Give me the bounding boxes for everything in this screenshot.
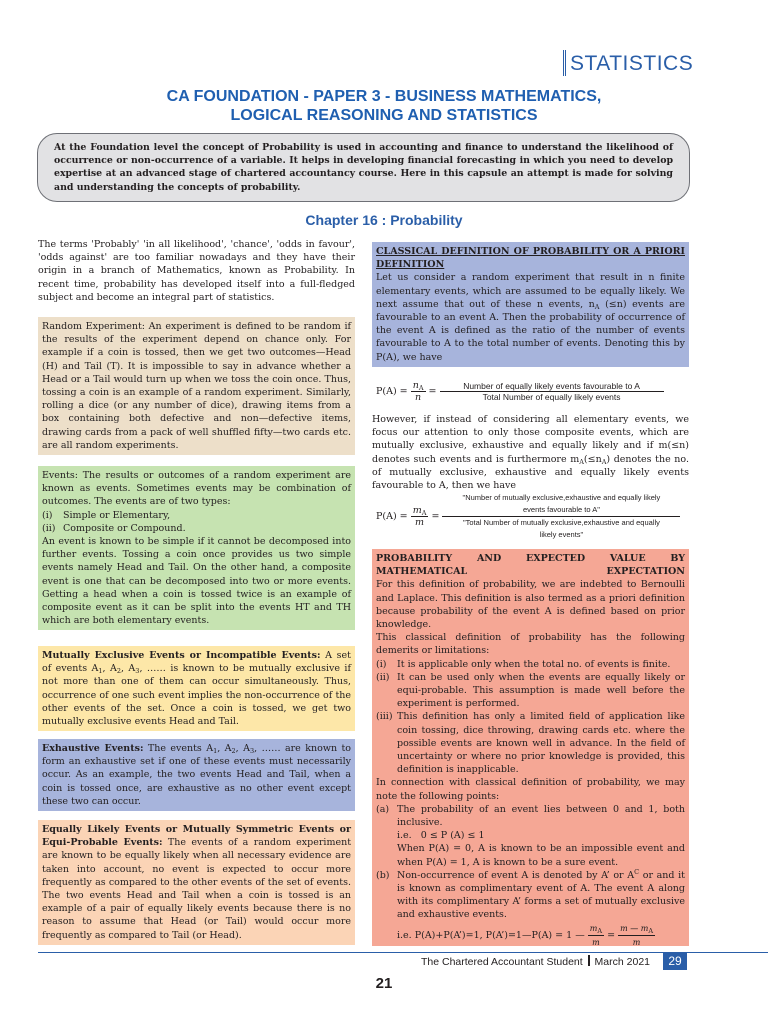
formula-composite-lhs: P(A) = [376,511,408,522]
formula-apriori-lhs: P(A) = [376,386,408,397]
events-type-composite [42,522,351,535]
pb-f2-num: m — m [620,923,649,933]
footer-credit [421,955,650,968]
however-paragraph [372,413,689,492]
mutex-text-c: , A [120,663,136,675]
footer-divider [38,952,768,953]
main-title [120,87,648,125]
expectation-paragraph-3: In connection with classical definition of probability, we may note the following points: [376,777,685,802]
however-sub1: A [579,457,584,466]
point-a-ie: i.e. 0 ≤ P (A) ≤ 1 [397,830,485,842]
limitation-3-text: This definition has only a limited field of application like coin tossing, dice throwing, drawing cards etc. where the possible events are known well in advance. In the field of uncertainty or where no prior knowledge is provided, this definition is inapplicable. [397,711,685,776]
events-type-simple [42,509,351,522]
sub-1: 1 [98,667,103,676]
opening-paragraph: The terms 'Probably' 'in all likelihood', 'chance', 'odds in favour', 'odds against' are too familiar nowadays and they have their origin in a branch of Mathematics, known as Probability. In recent time, probability has developed itself into a full-fledged subject and become an integral part of statistics. [38,239,355,303]
main-title-line1: CA FOUNDATION - PAPER 3 - BUSINESS MATHEMATICS, [166,88,602,105]
point-a-content [397,803,685,869]
formula-composite-eq: = [431,511,440,522]
point-a-num: (a) [376,803,390,815]
f2-text-num1: "Number of mutually exclusive,exhaustive and equally likely [462,493,661,502]
sub-2: 2 [116,667,121,676]
f2-text-den1: "Total Number of mutually exclusive,exhaustive and equally [462,518,660,527]
limitation-1-num: (i) [376,658,387,670]
classical-heading: CLASSICAL DEFINITION OF PROBABILITY OR A PRIORI DEFINITION [376,246,685,271]
f2-num-sub: A [421,509,427,517]
however-sub2: A [601,457,607,466]
classical-text-b: (≤n) events are favourable to an event A. Then the probability of occurrence of the event A is defined as the ratio of the number of events favourable to A to the total number of events. Denoting this by P(A), we have [376,298,685,363]
footer-magazine: The Chartered Accountant Student [421,956,583,968]
random-experiment-box: Random Experiment: An experiment is defined to be random if the results of the experiment depend on chance only. For example if a coin is tossed, then we get two outcomes—Head (H) and Tail (T). It is impossible to say in advance whether a Head or a Tail would turn up when we toss the coin once. Thus, tossing a coin is an example of a random experiment. Similarly, rolling a dice (or any number of dice), drawing items from a box containing both defective and non—defective items, drawing cards from a pack of well shuffled fifty—two cards etc. are all random experiments. [38,317,355,455]
expectation-paragraph-1: For this definition of probability, we are indebted to Bernoulli and Laplace. This definition is also termed as a priori definition because probability of the event A is defined based on prior knowledge. [376,579,685,631]
sub-3: 3 [249,747,255,755]
formula-apriori [376,380,664,403]
f2-den: m [415,517,425,528]
events-intro: Events: The results or outcomes of a random experiment are known as events. Sometimes events may be combination of outcomes. The events are of two types: [42,470,351,508]
limitation-item-2 [376,671,685,711]
point-b-fraction-1 [588,922,604,949]
exh-text-d: , …… are known to form an exhaustive set if one of these events must necessarily occur. As an example, the two events Head and Tail, when a coin is tossed once, are exhaustive as no other event except these two can occur. [42,743,352,807]
point-b-content [397,869,685,949]
classical-body [376,271,685,363]
f2-text-den2: likely events" [539,530,584,539]
however-text-a: However, if instead of considering all elementary events, we focus our attention to only those composite events, which are mutually exclusive, exhaustive and equally likely and if m(≤n) denotes such events and is furthermore m [372,414,689,465]
classical-definition-box [372,242,689,367]
point-b-text-a: Non-occurrence of event A is denoted by A’ or A [397,869,635,881]
formula-composite-text-fraction [442,492,680,541]
formula-composite [376,492,680,541]
equally-likely-body: The events of a random experiment are known to be equally likely when all necessary evidence are taken into account, no event is expected to occur more frequently as compared to the other events of the set of events. The two events Head and Tail when a coin is tossed is an example of a pair of equally likely events because there is no reason to assume that Head (or Tail) would occur more frequently as compared to Tail (or Head). [42,837,352,941]
expectation-heading: PROBABILITY AND EXPECTED VALUE BY MATHEMATICAL EXPECTATION [376,553,685,578]
f1-num: n [412,380,419,391]
f1-den: n [415,392,422,403]
equally-likely-heading: Equally Likely Events or Mutually Symmetric Events or Equi-Probable Events: [42,824,351,849]
limitation-3-num: (iii) [376,711,393,723]
limitation-item-1 [376,658,685,671]
limitation-item-3 [376,710,685,776]
section-title: STATISTICS [570,52,694,75]
exh-text-a: The events A [143,743,214,754]
header-bar-decoration [563,50,566,76]
events-type-simple-text: Simple or Elementary, [63,509,171,521]
expectation-box [372,549,689,946]
limitation-2-text: It can be used only when the events are equally likely or equi-probable. This assumption is made well before the experiment is performed. [397,671,685,710]
limitation-2-num: (ii) [376,671,390,683]
equally-likely-box [38,820,355,945]
however-text-b: (≤n [583,453,602,465]
sub-3: 3 [135,667,140,676]
footer-date: March 2021 [594,956,650,968]
formula-composite-fraction [411,505,429,528]
f1-num-sub: A [418,384,424,392]
point-b-text-b: or and it is known as complimentary event of A. The event A along with its complimentary A’ forms a set of mutually exclusive and exhaustive events. [397,869,685,921]
point-b-ie: i.e. P(A)+P(A’)=1, P(A’)=1—P(A) = 1 — [397,929,585,941]
formula-apriori-text-fraction [440,381,664,402]
events-box [38,466,355,630]
events-description: An event is known to be simple if it cannot be decomposed into further events. Tossing a coin once provides us two simple events namely Head and Tail. On the other hand, a composite event is one that can be decomposed into two or more events. Getting a head when a coin is tossed twice is an example of composite event as it can be split into the events HT and TH which are both elementary events. [42,536,351,627]
mutex-text-b: , A [102,663,117,675]
mutually-exclusive-heading: Mutually Exclusive Events or Incompatible Events: [42,650,321,661]
classical-sub: A [594,302,600,311]
sub-1: 1 [213,747,218,755]
pb-f2-num-sub: A [648,926,654,935]
point-b-sup: C [634,867,640,876]
formula-apriori-fraction [411,380,426,403]
mutex-text-a: A set of events A [42,650,351,675]
exh-text-c: , A [235,743,250,754]
exhaustive-heading: Exhaustive Events: [42,743,144,754]
events-type-simple-num: (i) [42,509,53,521]
point-a [376,803,685,869]
footer-separator [588,955,590,966]
f2-num: m [412,505,422,516]
f1-text-num: Number of equally likely events favourable to A [440,381,664,392]
pb-f2-den: m [632,937,641,947]
mutually-exclusive-box [38,646,355,731]
main-title-line2: LOGICAL REASONING AND STATISTICS [230,107,538,124]
f1-text-den: Total Number of equally likely events [482,392,621,402]
events-type-composite-num: (ii) [42,522,56,534]
limitation-1-text: It is applicable only when the total no. of events is finite. [397,658,671,670]
expectation-paragraph-2: This classical definition of probability has the following demerits or limitations: [376,632,685,657]
events-type-composite-text: Composite or Compound. [63,522,186,534]
point-b-num: (b) [376,869,390,881]
exh-text-b: , A [217,743,232,754]
intro-box: At the Foundation level the concept of Probability is used in accounting and finance to understand the likelihood of occurrence or non-occurrence of a variable. It helps in developing financial forecasting in which you need to develop expertise at an advanced stage of chartered accountancy course. Here in this capsule an attempt is made for solving and understanding the concepts of probability. [37,133,690,202]
formula-apriori-eq: = [428,386,437,397]
point-a-text: The probability of an event lies between 0 and 1, both inclusive. [397,803,685,829]
page-badge: 29 [663,953,687,970]
pb-f1-num-sub: A [597,926,603,935]
point-b [376,869,685,949]
f2-text-num2: events favourable to A" [522,505,600,514]
mutex-text-d: , …… is known to be mutually exclusive if not more than one of them can occur simultaneously. Thus, occurrence of one such event implies the non-occurrence of the other events of the set. Once a coin is tossed, we get two mutually exclusive events Head and Tail. [42,663,351,728]
chapter-title: Chapter 16 : Probability [305,212,463,228]
point-b-eq: = [607,929,616,941]
exhaustive-events-box [38,739,355,811]
classical-text-a: Let us consider a random experiment that result in n finite elementary events, which are assumed to be equally likely. We next assume that out of these n events, n [376,272,685,310]
pb-f1-den: m [592,937,600,947]
pb-f1-num: m [589,923,598,933]
however-text-c: ) denotes the no. of mutually exclusive, exhaustive and equally likely events favourable to A, then we have [372,453,689,492]
point-a-when: When P(A) = 0, A is known to be an impossible event and when P(A) = 1, A is known to be a sure event. [397,843,685,868]
point-b-fraction-2 [618,922,655,949]
sub-2: 2 [231,747,236,755]
page-number: 21 [375,975,393,992]
